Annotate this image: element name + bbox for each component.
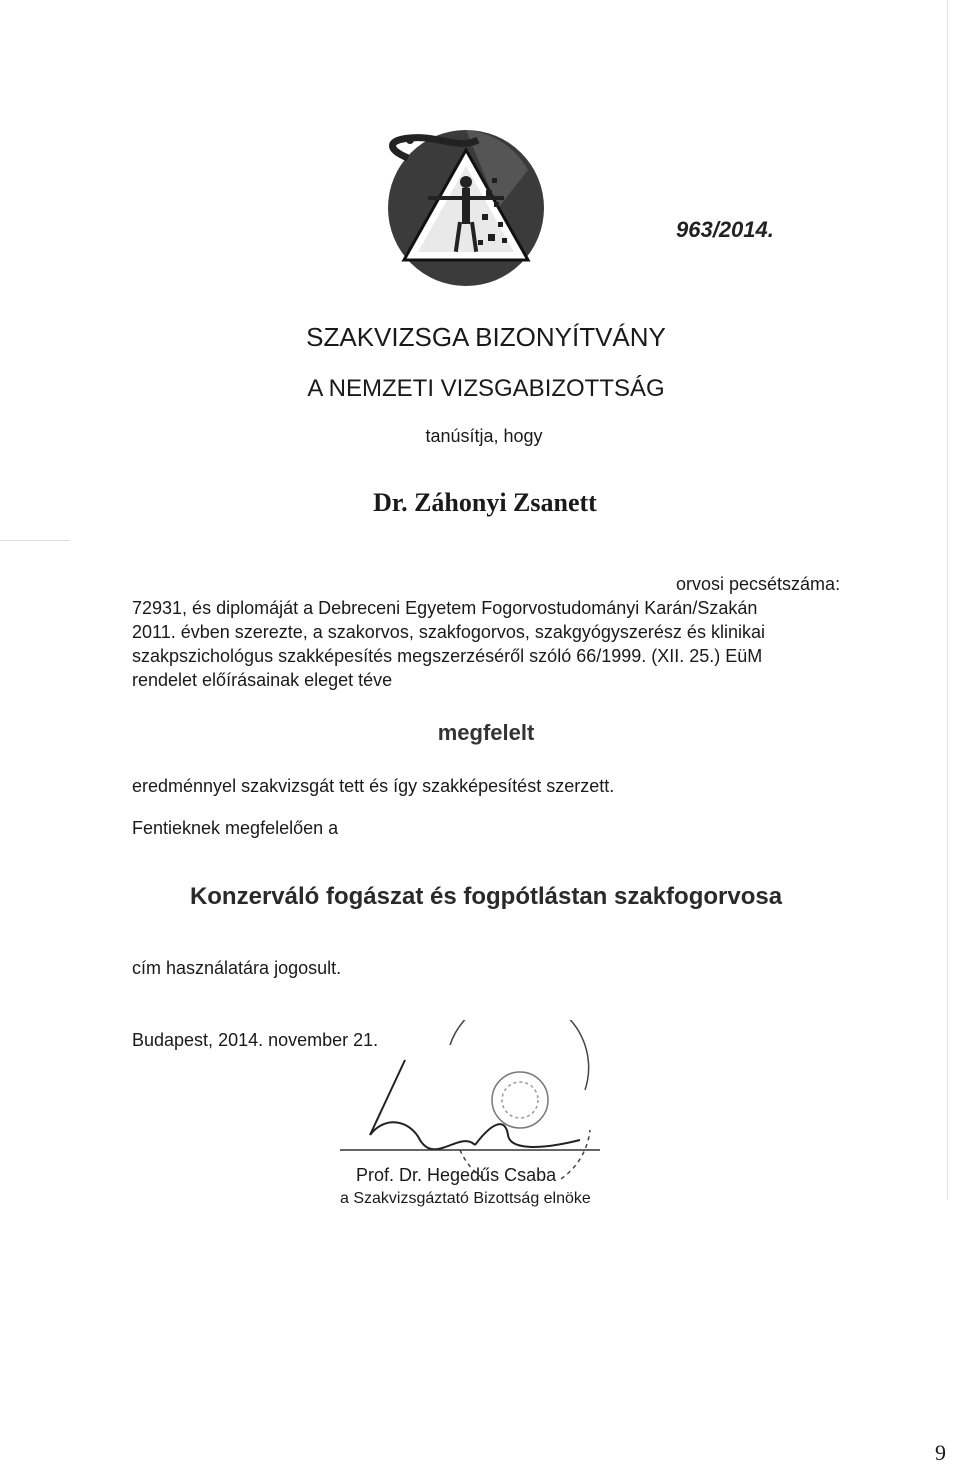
signer-title: a Szakvizsgáztató Bizottság elnöke <box>340 1190 591 1207</box>
result-sentence: eredménnyel szakvizsgát tett és így szakképesítést szerzett. <box>132 776 615 796</box>
body-line-1: 72931, és diplomáját a Debreceni Egyetem Fogorvostudományi Karán/Szakán <box>132 598 758 618</box>
body-line-4: rendelet előírásainak eleget téve <box>132 670 393 690</box>
exam-result: megfelelt <box>437 720 535 745</box>
official-seal <box>450 1020 590 1180</box>
place-date: Budapest, 2014. november 21. <box>132 1030 379 1050</box>
signer-name: Prof. Dr. Hegedűs Csaba <box>356 1165 557 1185</box>
entitlement-text: cím használatára jogosult. <box>132 958 342 978</box>
qualification-title: Konzerváló fogászat és fogpótlástan szakfogorvosa <box>189 883 783 910</box>
accordingly-text: Fentieknek megfelelően a <box>132 818 339 838</box>
body-line-2: 2011. évben szerezte, a szakorvos, szakfogorvos, szakgyógyszerész és klinikai <box>132 622 765 642</box>
body-line-3: szakpszichológus szakképesítés megszerzéséről szóló 66/1999. (XII. 25.) EüM <box>132 646 763 666</box>
scan-edge-line <box>947 0 948 1200</box>
signature-seal-area <box>340 1020 620 1180</box>
issuer-heading: A NEMZETI VIZSGABIZOTTSÁG <box>307 375 665 402</box>
signature-mark <box>370 1060 580 1149</box>
certificate-title: SZAKVIZSGA BIZONYÍTVÁNY <box>306 322 666 352</box>
scan-mark <box>0 540 70 541</box>
certifies-text: tanúsítja, hogy <box>425 426 543 446</box>
document-number: 963/2014. <box>676 217 774 242</box>
recipient-name: Dr. Záhonyi Zsanett <box>373 488 597 517</box>
page-number: 9 <box>935 1440 946 1465</box>
emblem-logo <box>378 110 558 300</box>
stamp-number-label: orvosi pecsétszáma: <box>676 574 841 594</box>
